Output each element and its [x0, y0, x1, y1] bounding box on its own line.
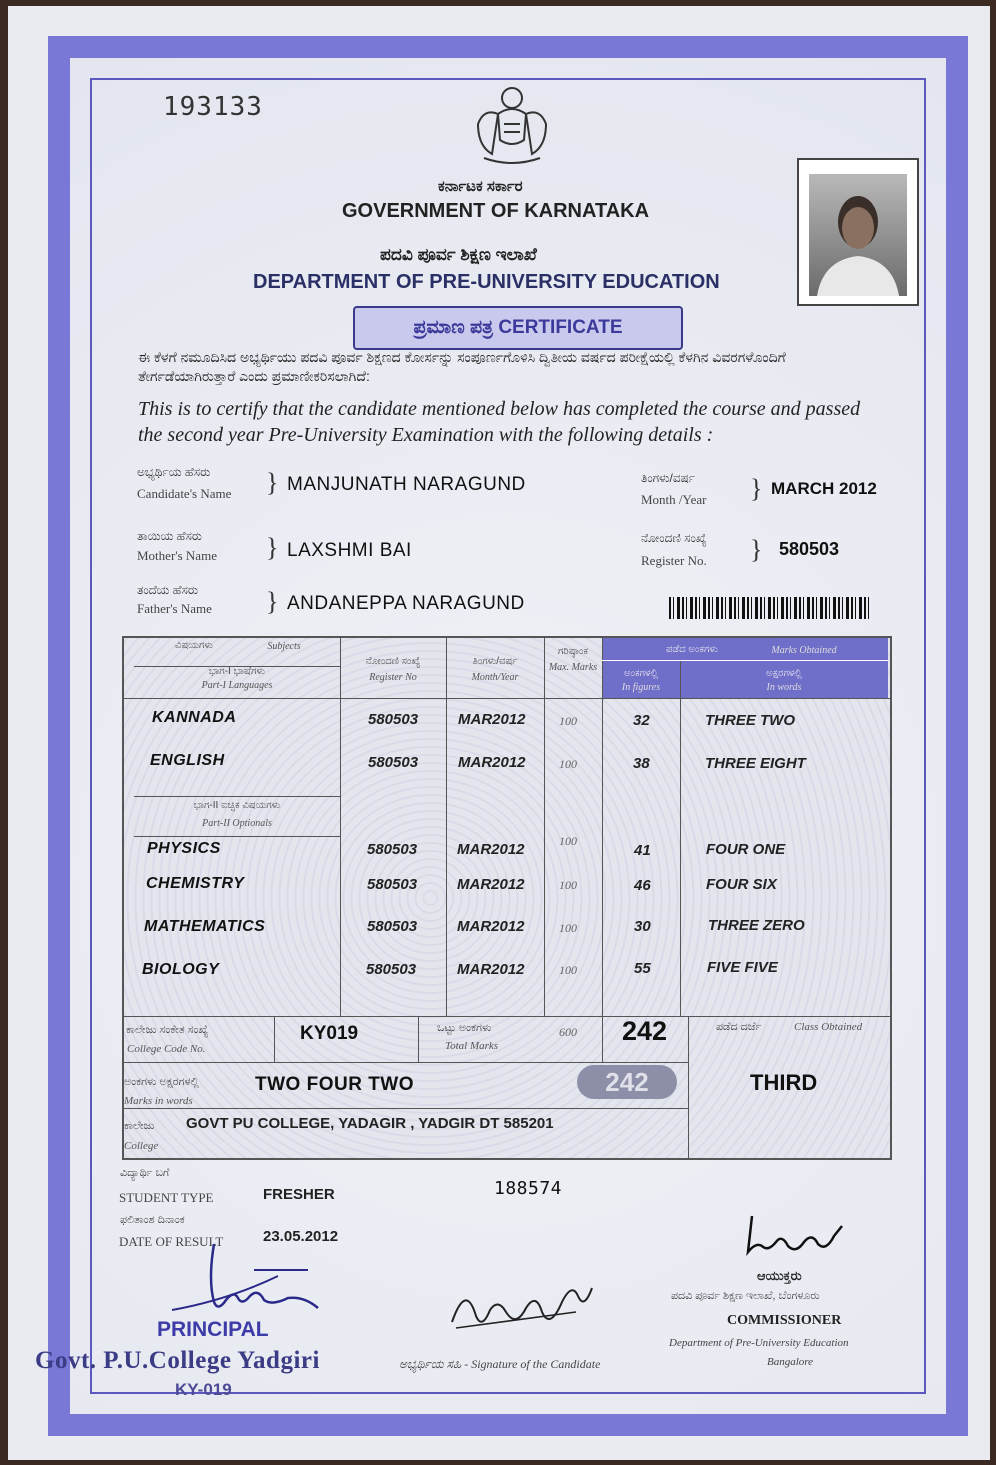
- gov-title: GOVERNMENT OF KARNATAKA: [342, 200, 650, 222]
- college-stamp: Govt. P.U.College Yadgiri: [35, 1347, 320, 1374]
- figures-header: In figures: [621, 682, 661, 693]
- intro-kannada: ಈ ಕೆಳಗೆ ನಮೂದಿಸಿದ ಅಭ್ಯರ್ಥಿಯು ಪದವಿ ಪೂರ್ವ ಶಿಕ್ಷಣದ ಕೋರ್ಸನ್ನು ಸಂಪೂರ್ಣಗೊಳಿಸಿ ದ್ವಿತೀಯ ವರ್ಷದ ಪರೀಕ್ಷೆಯಲ್ಲಿ ಕೆಳಗಿನ ವಿವರಗಳೊಂದಿಗೆ ತೇರ್ಗಡೆಯಾಗಿರುತ್ತಾರೆ ಎಂದು ಪ್ರಮಾಣೀಕರಿಸಲಾಗಿದೆ:: [138, 349, 786, 384]
- subject-name: KANNADA: [152, 709, 237, 726]
- max-marks: 100: [559, 757, 577, 771]
- register-cell: 580503: [368, 754, 419, 771]
- class-obtained: THIRD: [750, 1070, 818, 1095]
- subject-name: BIOLOGY: [142, 961, 220, 978]
- part1-header: Part-I Languages: [201, 680, 273, 691]
- subject-name: PHYSICS: [147, 840, 221, 857]
- result-date-label: DATE OF RESULT: [119, 1234, 224, 1249]
- month-cell: MAR2012: [457, 918, 525, 935]
- marks-figures: 46: [634, 877, 651, 894]
- register-cell: 580503: [368, 711, 419, 728]
- month-cell: MAR2012: [457, 876, 525, 893]
- part2-header: Part-II Optionals: [202, 818, 272, 829]
- marks-figures: 55: [634, 960, 651, 977]
- class-label-kn: ಪಡೆದ ದರ್ಜೆ: [716, 1021, 762, 1033]
- intro-english: This is to certify that the candidate mentioned below has completed the course and passed the second year Pre-University Examination with the following details :: [138, 398, 861, 446]
- candidate-name: MANJUNATH NARAGUND: [287, 474, 526, 495]
- month-cell: MAR2012: [457, 961, 525, 978]
- reg-header-kn: ನೋಂದಣಿ ಸಂಖ್ಯೆ: [365, 656, 421, 667]
- college-code-label-kn: ಕಾಲೇಜು ಸಂಕೇತ ಸಂಖ್ಯೆ: [126, 1024, 209, 1036]
- reg-label: Register No.: [641, 553, 707, 568]
- commissioner-place: Bangalore: [767, 1356, 814, 1368]
- month-year: MARCH 2012: [771, 479, 877, 498]
- student-type: FRESHER: [263, 1186, 335, 1203]
- figures-header-kn: ಅಂಕಗಳಲ್ಲಿ: [624, 668, 658, 679]
- total-in-words: TWO FOUR TWO: [255, 1074, 415, 1095]
- marks-words: FIVE FIVE: [707, 959, 778, 976]
- student-type-label: STUDENT TYPE: [119, 1190, 214, 1205]
- barcode: [669, 597, 871, 619]
- marks-words: THREE ZERO: [708, 917, 805, 934]
- father-label-kn: ತಂದೆಯ ಹೆಸರು: [137, 583, 199, 597]
- marks-header: Marks Obtained: [771, 645, 837, 656]
- marks-words: THREE TWO: [705, 712, 795, 729]
- max-marks: 100: [559, 834, 577, 848]
- mother-label: Mother's Name: [137, 548, 217, 563]
- brace: }: [750, 535, 763, 564]
- serial-number: 193133: [163, 92, 263, 122]
- result-date: 23.05.2012: [263, 1228, 339, 1245]
- person-icon: [809, 174, 907, 296]
- month-label-kn: ತಿಂಗಳು/ವರ್ಷ: [641, 471, 695, 485]
- marks-words: FOUR SIX: [706, 876, 777, 893]
- subjects-header-kn: ವಿಷಯಗಳು: [175, 640, 213, 651]
- commissioner-dept-kn: ಪದವಿ ಪೂರ್ವ ಶಿಕ್ಷಣ ಇಲಾಖೆ, ಬೆಂಗಳೂರು: [671, 1290, 820, 1302]
- certificate-title: ಪ್ರಮಾಣ ಪತ್ರ CERTIFICATE: [353, 306, 683, 350]
- student-type-label-kn: ವಿದ್ಯಾರ್ಥಿ ಬಗೆ: [120, 1167, 170, 1179]
- father-label: Father's Name: [137, 601, 212, 616]
- dept-title: DEPARTMENT OF PRE-UNIVERSITY EDUCATION: [253, 271, 720, 293]
- month-label: Month /Year: [641, 492, 707, 507]
- subjects-header: Subjects: [267, 641, 301, 652]
- mother-label-kn: ತಾಯಿಯ ಹೆಸರು: [137, 529, 203, 543]
- college-code: KY019: [300, 1023, 359, 1044]
- marks-header-kn: ಪಡೆದ ಅಂಕಗಳು: [666, 644, 718, 655]
- commissioner-title: COMMISSIONER: [727, 1313, 842, 1328]
- max-marks: 100: [559, 878, 577, 892]
- candidate-signature-icon: [446, 1272, 596, 1336]
- candidate-signature-label: ಅಭ್ಯರ್ಥಿಯ ಸಹಿ - Signature of the Candidate: [399, 1357, 601, 1371]
- college-label: College: [124, 1140, 159, 1152]
- register-cell: 580503: [367, 876, 418, 893]
- marks-figures: 41: [634, 842, 651, 859]
- max-marks: 100: [559, 714, 577, 728]
- total-label: Total Marks: [445, 1040, 499, 1052]
- month-cell: MAR2012: [457, 841, 525, 858]
- reg-label-kn: ನೋಂದಣಿ ಸಂಖ್ಯೆ: [641, 531, 707, 545]
- commissioner-signature-icon: [742, 1212, 852, 1258]
- mother-name: LAXSHMI BAI: [287, 540, 412, 561]
- handwritten-number: 188574: [494, 1178, 563, 1199]
- subject-name: MATHEMATICS: [144, 918, 266, 935]
- register-cell: 580503: [367, 918, 418, 935]
- marks-figures: 38: [633, 755, 650, 772]
- register-cell: 580503: [366, 961, 417, 978]
- subject-name: CHEMISTRY: [146, 875, 245, 892]
- dept-kannada: ಪದವಿ ಪೂರ್ವ ಶಿಕ್ಷಣ ಇಲಾಖೆ: [380, 245, 537, 264]
- month-header: Month/Year: [471, 672, 519, 683]
- college-stamp-code: KY-019: [175, 1380, 232, 1399]
- college-code-label: College Code No.: [127, 1043, 206, 1055]
- words-label: Marks in words: [124, 1095, 193, 1107]
- brace: }: [266, 587, 279, 616]
- subject-name: ENGLISH: [150, 752, 225, 769]
- month-header-kn: ತಿಂಗಳು/ವರ್ಷ: [472, 656, 518, 667]
- max-header-kn: ಗರಿಷ್ಠಾಂಕ: [558, 646, 588, 657]
- words-label-kn: ಅಂಕಗಳು ಅಕ್ಷರಗಳಲ್ಲಿ: [124, 1076, 199, 1088]
- commissioner-dept: Department of Pre-University Education: [669, 1337, 849, 1349]
- college-label-kn: ಕಾಲೇಜು: [124, 1120, 155, 1132]
- gov-kannada: ಕರ್ನಾಟಕ ಸರ್ಕಾರ: [438, 178, 523, 195]
- words-header: In words: [766, 682, 802, 693]
- college-name: GOVT PU COLLEGE, YADAGIR , YADGIR DT 585201: [186, 1115, 554, 1132]
- total-label-kn: ಒಟ್ಟು ಅಂಕಗಳು: [437, 1022, 492, 1034]
- candidate-photo: [797, 158, 919, 306]
- commissioner-kn: ಆಯುಕ್ತರು: [757, 1268, 802, 1283]
- reg-header: Register No: [369, 672, 417, 683]
- part2-header-kn: ಭಾಗ-II ಐಚ್ಛಿಕ ವಿಷಯಗಳು: [193, 800, 281, 811]
- class-label: Class Obtained: [794, 1021, 863, 1033]
- month-cell: MAR2012: [458, 754, 526, 771]
- register-number: 580503: [779, 539, 840, 559]
- max-header: Max. Marks: [548, 662, 598, 673]
- principal-signature-icon: [168, 1240, 328, 1320]
- brace: }: [266, 468, 279, 497]
- name-label: Candidate's Name: [137, 486, 232, 501]
- part1-header-kn: ಭಾಗ-I ಭಾಷೆಗಳು: [208, 666, 266, 677]
- marks-words: THREE EIGHT: [705, 755, 806, 772]
- max-marks: 100: [559, 921, 577, 935]
- month-cell: MAR2012: [458, 711, 526, 728]
- register-cell: 580503: [367, 841, 418, 858]
- state-emblem-icon: [468, 84, 556, 166]
- result-date-label-kn: ಫಲಿತಾಂಶ ದಿನಾಂಕ: [120, 1214, 185, 1226]
- total-stamp: 242: [577, 1065, 677, 1099]
- marks-figures: 32: [633, 712, 650, 729]
- marks-figures: 30: [634, 918, 651, 935]
- brace: }: [266, 533, 279, 562]
- father-name: ANDANEPPA NARAGUND: [287, 593, 525, 614]
- words-header-kn: ಅಕ್ಷರಗಳಲ್ಲಿ: [766, 668, 802, 679]
- name-label-kn: ಅಭ್ಯರ್ಥಿಯ ಹೆಸರು: [137, 465, 211, 479]
- marks-words: FOUR ONE: [706, 841, 786, 858]
- brace: }: [750, 474, 763, 503]
- principal-title: PRINCIPAL: [157, 1318, 269, 1341]
- total-marks: 242: [622, 1016, 668, 1046]
- total-max: 600: [559, 1025, 577, 1039]
- max-marks: 100: [559, 963, 577, 977]
